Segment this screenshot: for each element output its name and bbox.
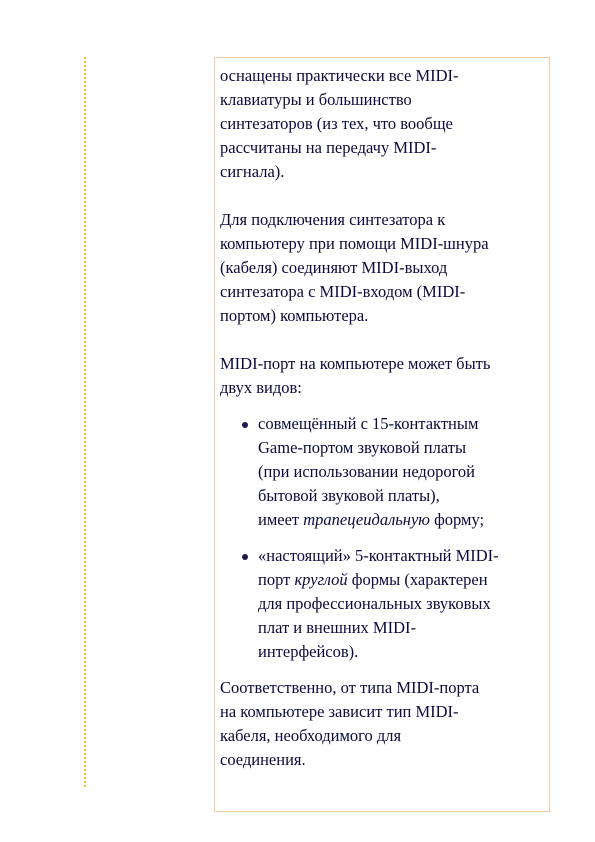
list-spacer [220,664,541,676]
text-line: MIDI-порт на компьютере может быть [220,354,491,373]
text-line [258,508,541,532]
text-line: соединения. [220,750,306,769]
emphasis-text: трапецеидальную [303,510,430,529]
port-types-list [220,412,541,664]
text-fragment: форму; [429,510,485,529]
text-fragment: имеет [258,510,304,529]
text-line: бытовой звуковой платы), [258,486,440,505]
text-line: кабеля, необходимого для [220,726,402,745]
text-line: Для подключения синтезатора к [220,210,446,229]
text-line: синтезатора с MIDI-входом (MIDI- [220,282,466,301]
paragraph-spacer [220,184,541,208]
text-line: сигнала). [220,162,285,181]
text-line: для профессиональных звуковых [258,594,491,613]
text-line: двух видов: [220,378,302,397]
text-line: клавиатуры и большинство [220,90,412,109]
text-line: Соответственно, от типа MIDI-порта [220,678,480,697]
text-line: интерфейсов). [258,642,359,661]
text-line: рассчитаны на передачу MIDI- [220,138,437,157]
text-line: Game-портом звуковой платы [258,438,467,457]
text-line: портом) компьютера. [220,306,369,325]
text-line: совмещённый с 15-контактным [258,414,479,433]
text-line: синтезаторов (из тех, что вообще [220,114,453,133]
left-margin-rule [84,57,86,787]
list-item [220,412,541,532]
text-fragment: формы (характерен [347,570,488,589]
text-line: (при использовании недорогой [258,462,476,481]
text-fragment: порт [258,570,295,589]
paragraph-midi-devices [220,64,541,184]
text-frame [214,57,550,812]
paragraph-conclusion [220,676,541,772]
text-line: оснащены практически все MIDI- [220,66,459,85]
list-item [220,544,541,664]
paragraph-connection [220,208,541,328]
text-line: «настоящий» 5-контактный MIDI- [258,546,499,565]
emphasis-text: круглой [294,570,348,589]
bullet-icon [242,554,248,560]
bullet-icon [242,422,248,428]
list-spacer [220,400,541,412]
text-line: на компьютере зависит тип MIDI- [220,702,459,721]
text-line: плат и внешних MIDI- [258,618,417,637]
text-line: (кабеля) соединяют MIDI-выход [220,258,448,277]
paragraph-spacer [220,328,541,352]
text-line [258,568,541,592]
text-line: компьютеру при помощи MIDI-шнура [220,234,489,253]
paragraph-port-types [220,352,541,400]
